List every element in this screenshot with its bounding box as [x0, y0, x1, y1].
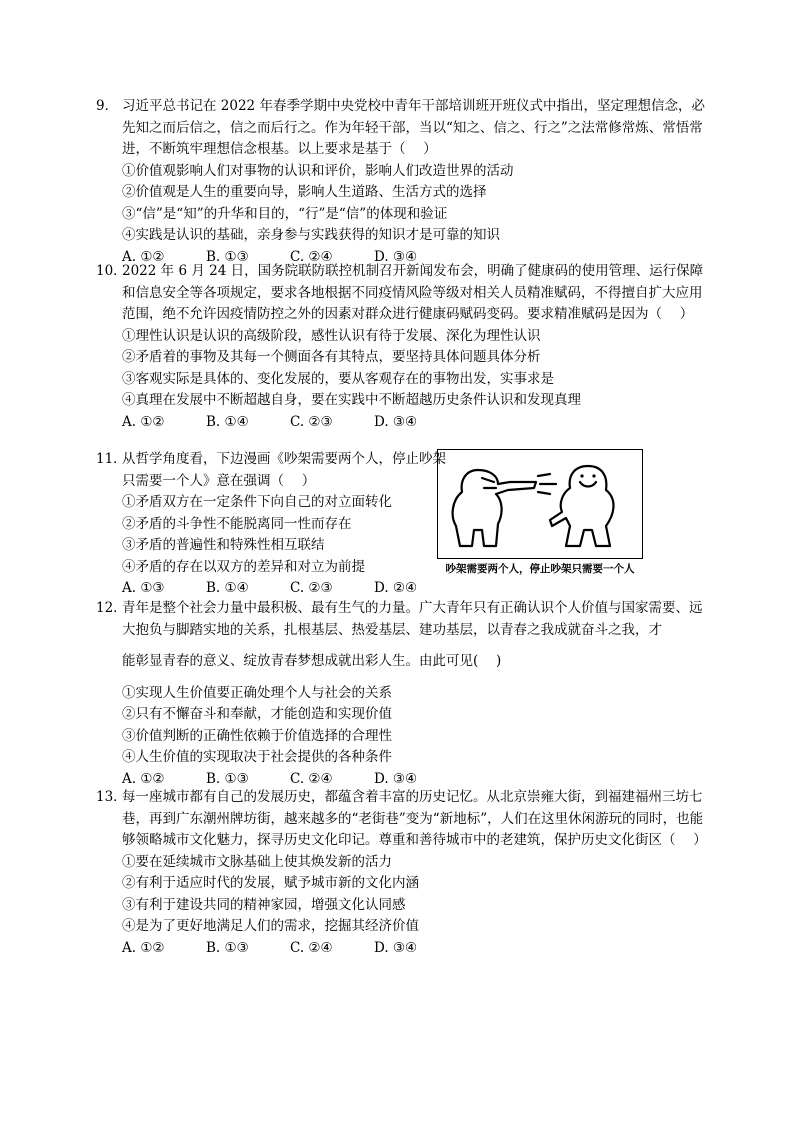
question-number: 10．	[96, 263, 127, 279]
option-4: ④真理在发展中不断超越自身，要在实践中不断超越历史条件认识和发现真理	[122, 392, 581, 408]
option-3: ③“信”是“知”的升华和目的，“行”是“信”的体现和验证	[122, 205, 448, 222]
choice-d[interactable]: D. ③④	[374, 770, 418, 787]
option-3: ③价值判断的正确性依赖于价值选择的合理性	[122, 727, 392, 744]
choice-b[interactable]: B. ①③	[206, 939, 249, 956]
question-text: 从哲学角度看，下边漫画《吵架需要两个人，停止吵架只需要一个人》意在强调（ ）	[122, 451, 446, 489]
question-text: 习近平总书记在 2022 年春季学期中央党校中青年干部培训班开班仪式中指出，坚定理想信念，必先知之而后信之，信之而后行之。作为年轻干部，当以“知之、信之、行之”之法常修常炼、常悟常进，不断筑牢理想信念根基。以上要求是基于（ ）	[122, 98, 705, 157]
question-10	[96, 261, 708, 433]
question-stem	[96, 598, 708, 641]
option-4: ④是为了更好地满足人们的需求，挖掘其经济价值	[122, 918, 419, 934]
question-number: 12．	[96, 600, 127, 616]
question-13	[96, 787, 708, 959]
right-figure-eye	[592, 474, 595, 477]
answer-choices	[96, 412, 708, 434]
choice-a[interactable]: A. ①③	[122, 580, 165, 596]
choice-a[interactable]: A. ①②	[122, 939, 165, 956]
choice-c[interactable]: C. ②④	[290, 248, 333, 265]
choice-c[interactable]: C. ②③	[290, 413, 333, 430]
question-text: 2022 年 6 月 24 日，国务院联防联控机制召开新闻发布会，明确了健康码的使用管理、运行保障和信息安全等各项规定，要求各地根据不同疫情风险等级对相关人员精准赋码，不得擅自扩大应用范围，绝不允许因疫情防控之外的因素对群众进行健康码赋码变码。要求精准赋码是因为（ ）	[122, 263, 704, 322]
option-4: ④人生价值的实现取决于社会提供的各种条件	[122, 749, 392, 765]
option-1: ①价值观影响人们对事物的认识和评价，影响人们改造世界的活动	[122, 162, 514, 179]
option-4: ④实践是认识的基础，亲身参与实践获得的知识才是可靠的知识	[122, 227, 500, 243]
option-1: ①矛盾双方在一定条件下向自己的对立面转化	[122, 494, 392, 510]
choice-d[interactable]: D. ③④	[374, 248, 418, 265]
answer-choices	[96, 578, 708, 600]
option-2: ②有利于适应时代的发展，赋予城市新的文化内涵	[122, 875, 419, 891]
answer-choices	[96, 938, 708, 960]
right-figure-body	[550, 466, 614, 546]
question-stem	[96, 787, 708, 852]
question-number: 9．	[96, 98, 119, 114]
shout-line	[538, 474, 550, 476]
left-figure-brow	[482, 478, 494, 482]
choice-b[interactable]: B. ①③	[206, 770, 249, 787]
choice-c[interactable]: C. ②④	[290, 939, 333, 956]
cartoon-figure	[437, 449, 643, 579]
choice-c[interactable]: C. ②③	[290, 580, 333, 596]
option-3: ③矛盾的普遍性和特殊性相互联结	[122, 537, 325, 553]
option-1: ①要在延续城市文脉基础上使其焕发新的活力	[122, 853, 392, 870]
question-text: 每一座城市都有自己的发展历史，都蕴含着丰富的历史记忆。从北京崇雍大街，到福建福州三坊七巷，再到广东潮州牌坊街，越来越多的“老街巷”变为“新地标”，人们在这里休闲游玩的同时，也能够领略城市文化魅力，探寻历史文化印记。尊重和善待城市中的老建筑，保护历史文化街区（ ）	[122, 789, 707, 848]
choice-b[interactable]: B. ①④	[206, 413, 249, 430]
option-3: ③有利于建设共同的精神家园，增强文化认同感	[122, 896, 406, 913]
cartoon-caption: 吵架需要两个人，停止吵架只需要一个人	[445, 563, 635, 575]
option-3: ③客观实际是具体的、变化发展的，要从客观存在的事物出发，实事求是	[122, 370, 554, 387]
choice-d[interactable]: D. ②④	[374, 580, 418, 596]
question-stem	[96, 449, 457, 492]
option-1: ①实现人生价值要正确处理个人与社会的关系	[122, 684, 392, 701]
question-number: 13．	[96, 789, 127, 805]
question-12	[96, 598, 708, 790]
question-number: 11．	[96, 451, 127, 467]
choice-a[interactable]: A. ①②	[122, 248, 165, 265]
option-2: ②矛盾着的事物及其每一个侧面各有其特点，要坚持具体问题具体分析	[122, 349, 541, 365]
choice-a[interactable]: A. ①②	[122, 770, 165, 787]
question-stem	[96, 96, 708, 161]
cartoon-frame	[437, 449, 643, 559]
question-text: 青年是整个社会力量中最积极、最有生气的力量。广大青年只有正确认识个人价值与国家需要、远大抱负与脚踏实地的关系，扎根基层、热爱基层、建功基层，以青春之我成就奋斗之我，才	[122, 600, 703, 638]
choice-d[interactable]: D. ③④	[374, 413, 418, 430]
choice-b[interactable]: B. ①④	[206, 580, 249, 596]
shout-line	[538, 492, 550, 494]
choice-b[interactable]: B. ①③	[206, 248, 249, 265]
option-2: ②只有不懈奋斗和奉献，才能创造和实现价值	[122, 706, 392, 722]
option-1: ①理性认识是认识的高级阶段，感性认识有待于发展、深化为理性认识	[122, 327, 541, 344]
choice-d[interactable]: D. ③④	[374, 939, 418, 956]
question-9	[96, 96, 708, 268]
option-2: ②价值观是人生的重要向导，影响人生道路、生活方式的选择	[122, 184, 487, 200]
option-2: ②矛盾的斗争性不能脱离同一性而存在	[122, 515, 352, 532]
option-4: ④矛盾的存在以双方的差异和对立为前提	[122, 558, 365, 575]
question-stem	[96, 261, 708, 326]
right-figure-eye	[580, 474, 583, 477]
choice-a[interactable]: A. ①②	[122, 413, 165, 430]
right-figure-smile	[580, 482, 596, 487]
cartoon-illustration	[438, 450, 642, 558]
question-text-continued: 能彰显青春的意义、绽放青春梦想成就出彩人生。由此可见( )	[122, 653, 502, 669]
choice-c[interactable]: C. ②④	[290, 770, 333, 787]
